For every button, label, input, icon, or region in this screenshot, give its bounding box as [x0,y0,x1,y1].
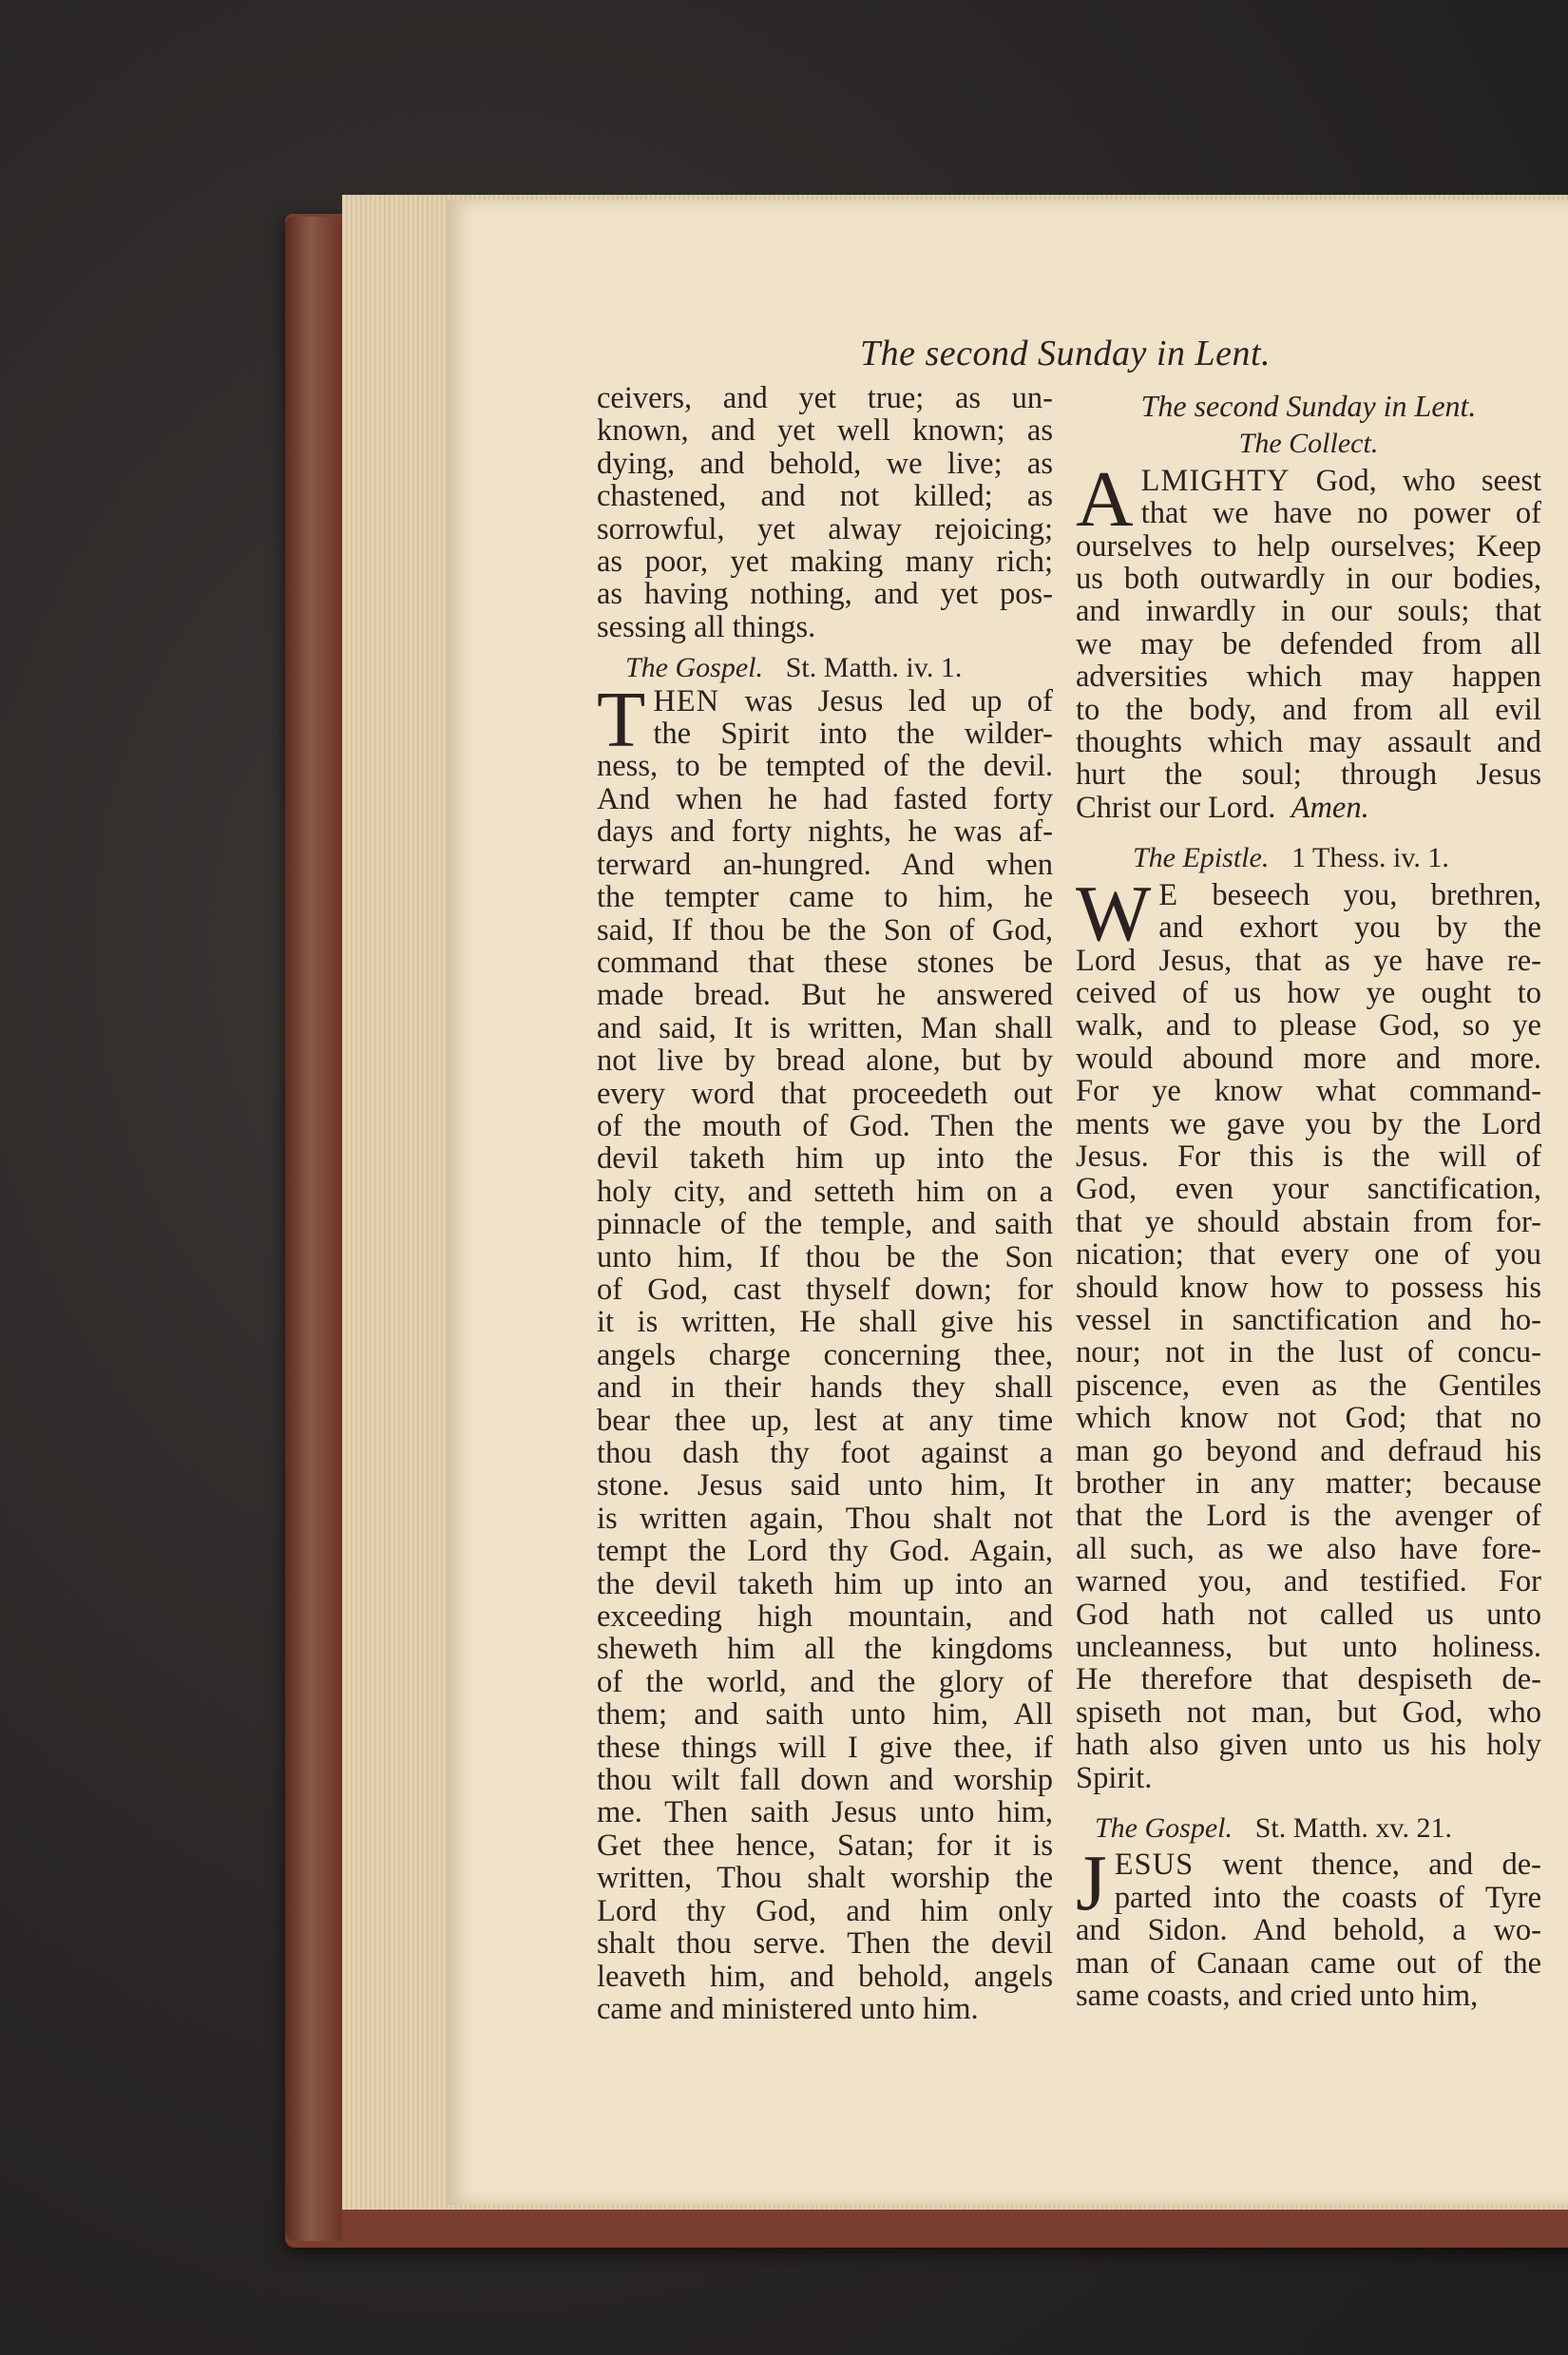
text-line: all such, as we also have fore- [1076,1531,1541,1566]
text-line: unto him, If thou be the Son [597,1239,1053,1274]
text-line: known, and yet well known; as [597,413,1053,449]
gospel-heading [597,651,1053,684]
gospel-text [1076,1839,1541,2014]
text-line: of the mouth of God. Then the [597,1108,1053,1143]
gospel-reference: St. Matth. xv. 21. [1254,1812,1452,1845]
left-column [597,382,1053,2025]
right-column [1076,390,1541,2013]
text-line: made bread. But he answered [597,978,1053,1013]
text-line: hath also given unto us his holy [1076,1728,1541,1763]
text-line: ourselves to help ourselves; Keep [1076,528,1541,564]
text-line: not live by bread alone, but by [597,1043,1053,1079]
text-line: us both outwardly in our bodies, [1076,562,1541,597]
text-line: ness, to be tempted of the devil. [597,749,1053,784]
book-spine-edge [285,217,342,2241]
drop-cap: W [1076,869,1152,958]
text-line: spiseth not man, but God, who [1076,1694,1541,1730]
text-line: brother in any matter; because [1076,1466,1541,1501]
text-line: to the body, and from all evil [1076,692,1541,727]
text-line: that we have no power of [1140,496,1541,531]
text-line: Spirit. [1076,1760,1153,1795]
text-line: the devil taketh him up into an [597,1566,1053,1601]
collect-heading: The Collect. [1238,428,1379,460]
text-line: as poor, yet making many rich; [597,545,1053,580]
text-line: sheweth him all the kingdoms [597,1632,1053,1667]
text-line: devil taketh him up into the [597,1141,1053,1177]
text-line: the Spirit into the wilder- [653,717,1053,752]
text-line-rest: God, who seest [1290,463,1541,498]
text-line: tempt the Lord thy God. Again, [597,1534,1053,1569]
text-line: would abound more and more. [1076,1041,1541,1076]
amen: Amen. [1291,790,1369,825]
text-line: warned you, and testified. For [1076,1564,1541,1599]
text-line: which know not God; that no [1076,1401,1541,1436]
first-word: E [1158,877,1179,912]
collect-text [1076,454,1541,825]
text-line: man of Canaan came out of the [1076,1945,1541,1981]
text-line: bear thee up, lest at any time [597,1403,1053,1438]
gospel-text [597,675,1053,2026]
text-line: God, even your sanctification, [1076,1172,1541,1207]
text-line: Lord Jesus, that as ye have re- [1076,943,1541,978]
text-line: Get thee hence, Satan; for it is [597,1828,1053,1863]
text-line: God hath not called us unto [1076,1597,1541,1632]
gospel-heading [1076,1811,1541,1845]
text-line: command that these stones be [597,945,1053,980]
text-line: days and forty nights, he was af- [597,814,1053,850]
text-line: we may be defended from all [1076,626,1541,661]
section-title: The second Sunday in Lent. [1140,389,1477,423]
text-line: ments we gave you by the Lord [1076,1106,1541,1141]
text-line: is written again, Thou shalt not [597,1501,1053,1536]
text-line: of God, cast thyself down; for [597,1272,1053,1307]
text-line: Jesus. For this is the will of [1076,1139,1541,1174]
text-line: these things will I give thee, if [597,1730,1053,1765]
epistle-heading [1076,841,1541,874]
text-line: ceivers, and yet true; as un- [597,381,1053,415]
text-line: sessing all things. [597,609,816,644]
text-line [1076,1848,1541,1881]
text-line: that the Lord is the avenger of [1076,1499,1541,1534]
text-line: and said, It is written, Man shall [597,1010,1053,1045]
text-line: them; and saith unto him, All [597,1697,1053,1733]
text-line: me. Then saith Jesus unto him, [597,1795,1053,1830]
first-word: ESUS [1114,1848,1195,1883]
text-line: and inwardly in our souls; that [1076,594,1541,629]
text-line: dying, and behold, we live; as [597,446,1053,481]
text-line: and in their hands they shall [597,1370,1053,1406]
text-line: exceeding high mountain, and [597,1599,1053,1635]
text-line [1076,465,1541,497]
text-line: thoughts which may assault and [1076,725,1541,760]
text-line: parted into the coasts of Tyre [1114,1880,1541,1915]
text-line: holy city, and setteth him on a [597,1174,1053,1209]
text-line: stone. Jesus said unto him, It [597,1468,1053,1503]
text-line: piscence, even as the Gentiles [1076,1368,1541,1403]
text-line: sorrowful, yet alway rejoicing; [597,511,1053,546]
text-line: Lord thy God, and him only [597,1893,1053,1928]
text-line: And when he had fasted forty [597,781,1053,816]
text-line: and exhort you by the [1158,910,1541,946]
epistle-reference: 1 Thess. iv. 1. [1291,842,1449,874]
text-line: pinnacle of the temple, and saith [597,1207,1053,1242]
running-head: The second Sunday in Lent. [860,334,1272,373]
text-line: the tempter came to him, he [597,880,1053,915]
text-line: uncleanness, but unto holiness. [1076,1630,1541,1665]
text-line-rest: beseech you, brethren, [1178,877,1541,912]
first-word: LMIGHTY [1140,463,1291,498]
text-line: He therefore that despiseth de- [1076,1662,1541,1697]
text-line: thou wilt fall down and worship [597,1763,1053,1798]
text-line: hurt the soul; through Jesus [1076,757,1541,793]
text-line: it is written, He shall give his [597,1305,1053,1340]
epistle-text [1076,869,1541,1795]
text-line: and Sidon. And behold, a wo- [1076,1913,1541,1948]
gospel-reference: St. Matth. iv. 1. [785,652,963,684]
gospel-heading-label: The Gospel. [625,652,763,684]
text-line: man go beyond and defraud his [1076,1433,1541,1468]
drop-cap: J [1076,1839,1107,1928]
text-line: of the world, and the glory of [597,1664,1053,1699]
text-line: vessel in sanctification and ho- [1076,1302,1541,1337]
text-line: thou dash thy foot against a [597,1436,1053,1470]
text-line [1076,792,1541,824]
text-line-rest: was Jesus led up of [719,683,1053,718]
text-line: angels charge concerning thee, [597,1337,1053,1372]
text-line: that ye should abstain from for- [1076,1204,1541,1239]
first-word: HEN [653,683,720,718]
epistle-heading-label: The Epistle. [1133,842,1270,874]
continuation-text [597,382,1053,643]
drop-cap: T [597,675,646,764]
gospel-heading-label: The Gospel. [1095,1812,1233,1845]
text-line: leaveth him, and behold, angels [597,1959,1053,1994]
text-line-rest: Christ our Lord. [1076,790,1276,825]
text-line: should know how to possess his [1076,1270,1541,1305]
text-line: terward an-hungred. And when [597,847,1053,882]
text-line: nour; not in the lust of concu- [1076,1335,1541,1370]
text-line: chastened, and not killed; as [597,479,1053,514]
text-line: For ye know what command- [1076,1074,1541,1109]
text-line: nication; that every one of you [1076,1237,1541,1273]
text-line: adversities which may happen [1076,660,1541,695]
text-line: every word that proceedeth out [597,1076,1053,1111]
text-line: ceived of us how ye ought to [1076,975,1541,1010]
text-line: came and ministered unto him. [597,1991,979,2026]
text-line-rest: went thence, and de- [1194,1848,1541,1883]
text-line: said, If thou be the Son of God, [597,912,1053,948]
text-line: shalt thou serve. Then the devil [597,1926,1053,1962]
text-line: walk, and to please God, so ye [1076,1008,1541,1043]
text-line: same coasts, and cried unto him, [1076,1979,1479,2014]
text-line: written, Thou shalt worship the [597,1861,1053,1896]
drop-cap: A [1076,454,1134,544]
text-line [597,685,1053,718]
text-line: as having nothing, and yet pos- [597,577,1053,612]
